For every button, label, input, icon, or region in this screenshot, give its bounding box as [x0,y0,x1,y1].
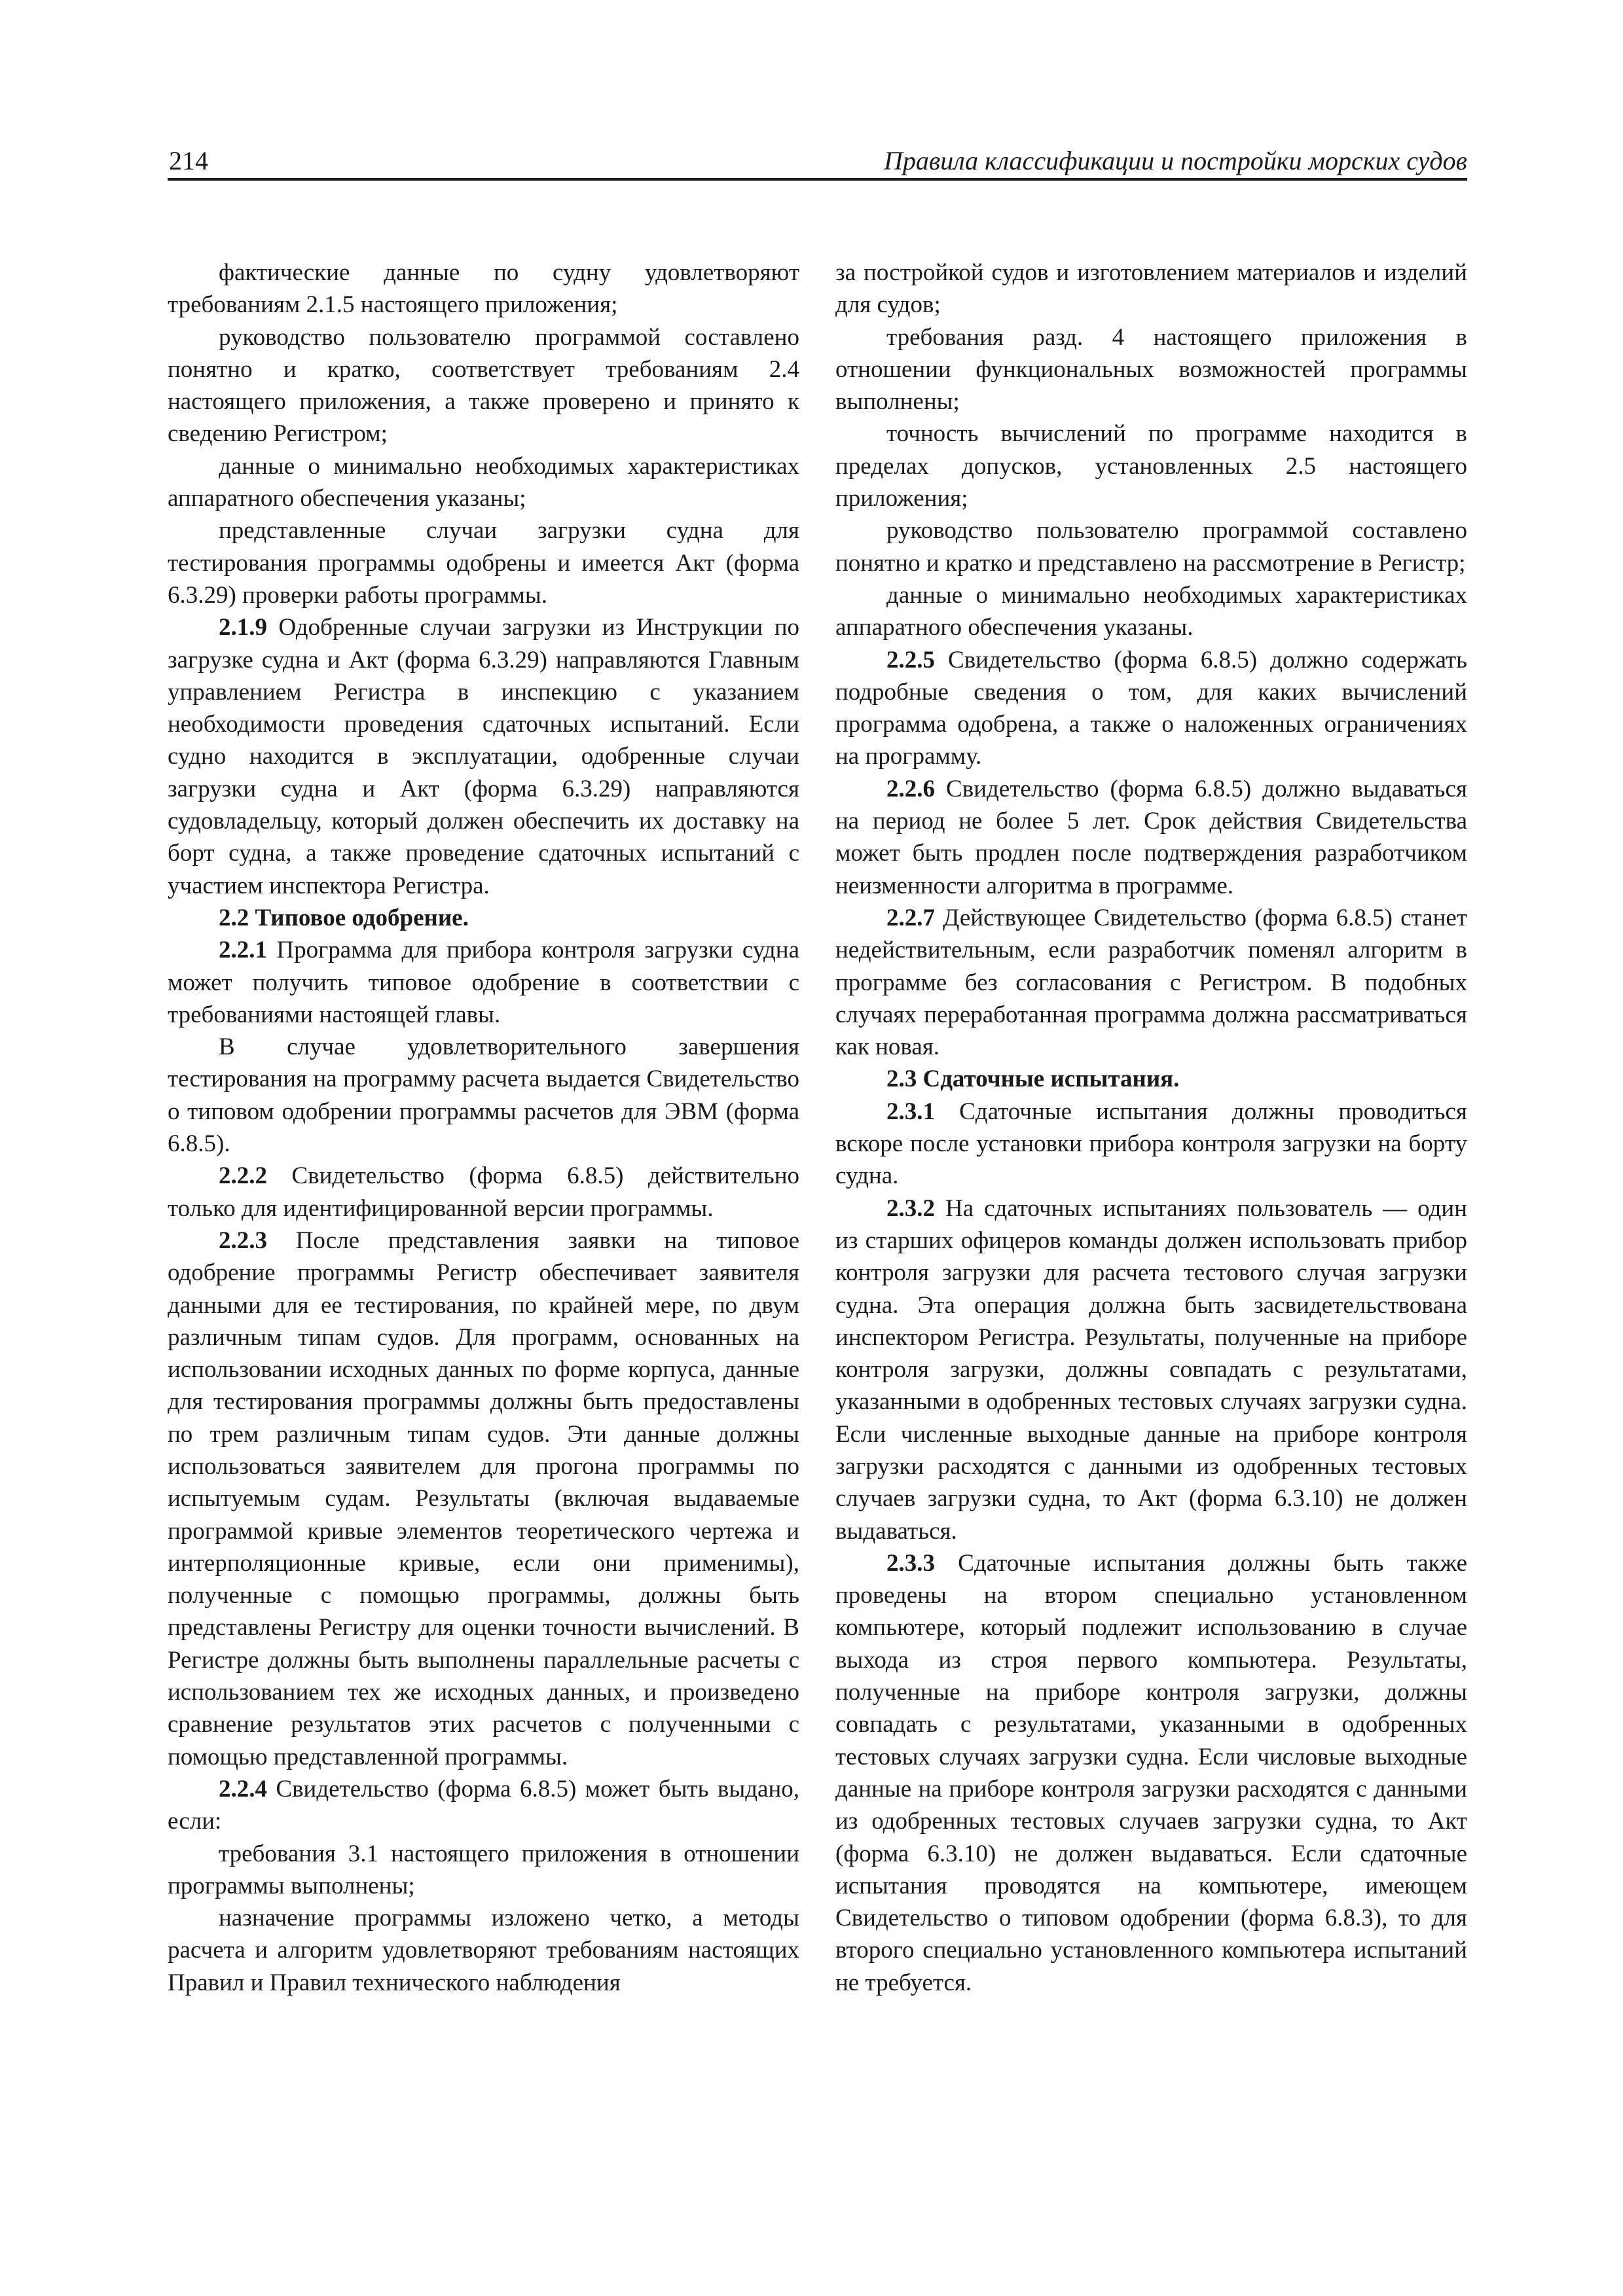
paragraph [168,1225,799,1773]
paragraph-text: Свидетельство (форма 6.8.5) действительно только для идентифицированной версии программы. [168,1162,799,1222]
clause-number: 2.2.2 [219,1162,267,1190]
paragraph [168,1838,799,1903]
page-number: 214 [169,146,208,175]
paragraph-text: Одобренные случаи загрузки из Инструкции по загрузке судна и Акт (форма 6.3.29) направляются Главным управлением Регистра в инспекцию с указанием необходимости проведения сдаточных испытаний. Если судно находится в эксплуатации, одобренные случаи загрузки судна и Акт (форма 6.3.29) направляются судовладельцу, который должен обеспечить их доставку на борт судна, а также проведение сдаточных испытаний с участием инспектора Регистра. [168,614,799,899]
paragraph-text: точность вычислений по программе находится в пределах допусков, установленных 2.5 настоящего приложения; [835,420,1467,512]
paragraph-text: В случае удовлетворительного завершения тестирования на программу расчета выдается Свидетельство о типовом одобрении программы расчетов для ЭВМ (форма 6.8.5). [168,1033,799,1158]
paragraph-text: представленные случаи загрузки судна для тестирования программы одобрены и имеется Акт (форма 6.3.29) проверки работы программы. [168,517,799,609]
paragraph [168,1773,799,1838]
paragraph-text: данные о минимально необходимых характеристиках аппаратного обеспечения указаны; [168,452,799,512]
paragraph-text: Свидетельство (форма 6.8.5) должно выдаваться на период не более 5 лет. Срок действия Свидетельства может быть продлен после подтверждения разработчиком неизменности алгоритма в программе. [835,775,1467,899]
paragraph [168,321,799,450]
paragraph-text: требования 3.1 настоящего приложения в отношении программы выполнены; [168,1840,799,1899]
paragraph [835,579,1467,644]
clause-number: 2.3.3 [886,1549,935,1577]
paragraph [835,418,1467,514]
paragraph-text: Сдаточные испытания должны проводиться вскоре после установки прибора контроля загрузки на борту судна. [835,1098,1467,1190]
paragraph [168,611,799,902]
paragraph-text: требования разд. 4 настоящего приложения в отношении функциональных возможностей программы выполнены; [835,323,1467,416]
section-heading: 2.2 Типовое одобрение. [219,904,469,931]
paragraph-text: за постройкой судов и изготовлением материалов и изделий для судов; [835,259,1467,319]
paragraph-text: Программа для прибора контроля загрузки судна может получить типовое одобрение в соответствии с требованиями настоящей главы. [168,937,799,1028]
right-column [835,257,1467,1999]
paragraph-text: Сдаточные испытания должны быть также проведены на втором специально установленном компьютере, который подлежит использованию в случае выхода из строя первого компьютера. Результаты, полученные на приборе контроля загрузки, должны совпадать с результатами, указанными в одобренных тестовых случаях загрузки судна. Если числовые выходные данные на приборе контроля загрузки расходятся с данными из одобренных тестовых случаев загрузки судна, то Акт (форма 6.3.10) не должен выдаваться. Если сдаточные испытания проводятся на компьютере, имеющем Свидетельство о типовом одобрении (форма 6.8.3), то для второго специально установленного компьютера испытаний не требуется. [835,1549,1467,1996]
paragraph [168,1031,799,1160]
paragraph-text: Свидетельство (форма 6.8.5) должно содержать подробные сведения о том, для каких вычислений программа одобрена, а также о наложенных ограничениях на программу. [835,646,1467,770]
paragraph [835,644,1467,773]
clause-number: 2.1.9 [219,614,267,641]
left-column [168,257,799,1999]
paragraph [835,1096,1467,1193]
paragraph [168,514,799,611]
paragraph-text: На сдаточных испытаниях пользователь — один из старших офицеров команды должен использовать прибор контроля загрузки для расчета тестового случая загрузки судна. Эта операция должна быть засвидетельствована инспектором Регистра. Результаты, полученные на приборе контроля загрузки, должны совпадать с результатами, указанными в одобренных тестовых случаях загрузки судна. Если численные выходные данные на приборе контроля загрузки расходятся с данными из одобренных тестовых случаев загрузки судна, то Акт (форма 6.3.10) не должен выдаваться. [835,1194,1467,1545]
paragraph [168,934,799,1031]
paragraph-text: данные о минимально необходимых характеристиках аппаратного обеспечения указаны. [835,581,1467,641]
paragraph-text: После представления заявки на типовое одобрение программы Регистр обеспечивает заявителя данными для ее тестирования, по крайней мере, по двум различным типам судов. Для программ, основанных на использовании исходных данных по форме корпуса, данные для тестирования программы должны быть предоставлены по трем различным типам судов. Эти данные должны использоваться заявителем для прогона программы по испытуемым судам. Результаты (включая выдаваемые программой кривые элементов теоретического чертежа и интерполяционные кривые, если они применимы), полученные с помощью программы, должны быть представлены Регистру для оценки точности вычислений. В Регистре должны быть выполнены параллельные расчеты с использованием тех же исходных данных, и произведено сравнение результатов этих расчетов с полученными с помощью представленной программы. [168,1227,799,1770]
section-heading: 2.3 Сдаточные испытания. [886,1066,1180,1093]
clause-number: 2.2.1 [219,937,267,964]
paragraph [835,773,1467,902]
paragraph [835,1547,1467,1999]
clause-number: 2.2.7 [886,904,935,931]
paragraph [168,450,799,515]
paragraph-text: назначение программы изложено четко, а методы расчета и алгоритм удовлетворяют требованиям настоящих Правил и Правил технического наблюдения [168,1905,799,1996]
clause-number: 2.3.1 [886,1098,935,1125]
paragraph [168,1902,799,1999]
paragraph [835,514,1467,579]
paragraph-text: руководство пользователю программой составлено понятно и кратко и представлено на рассмотрение в Регистр; [835,517,1467,577]
running-title: Правила классификации и постройки морских судов [883,146,1467,175]
clause-number: 2.2.6 [886,775,935,802]
clause-number: 2.3.2 [886,1194,935,1222]
paragraph [835,1193,1467,1547]
clause-number: 2.2.5 [886,646,935,673]
paragraph [168,257,799,321]
paragraph [835,321,1467,418]
paragraph-text: фактические данные по судну удовлетворяют требованиям 2.1.5 настоящего приложения; [168,259,799,319]
paragraph [835,902,1467,1063]
header-rule [168,178,1467,181]
paragraph [835,257,1467,321]
paragraph-text: руководство пользователю программой составлено понятно и кратко, соответствует требованиям 2.4 настоящего приложения, а также проверено и принято к сведению Регистром; [168,323,799,448]
paragraph [168,1160,799,1225]
paragraph-text: Свидетельство (форма 6.8.5) может быть выдано, если: [168,1775,799,1835]
clause-number: 2.2.4 [219,1775,267,1803]
clause-number: 2.2.3 [219,1227,267,1254]
paragraph-text: Действующее Свидетельство (форма 6.8.5) станет недействительным, если разработчик поменял алгоритм в программе без согласования с Регистром. В подобных случаях переработанная программа должна рассматриваться как новая. [835,904,1467,1061]
